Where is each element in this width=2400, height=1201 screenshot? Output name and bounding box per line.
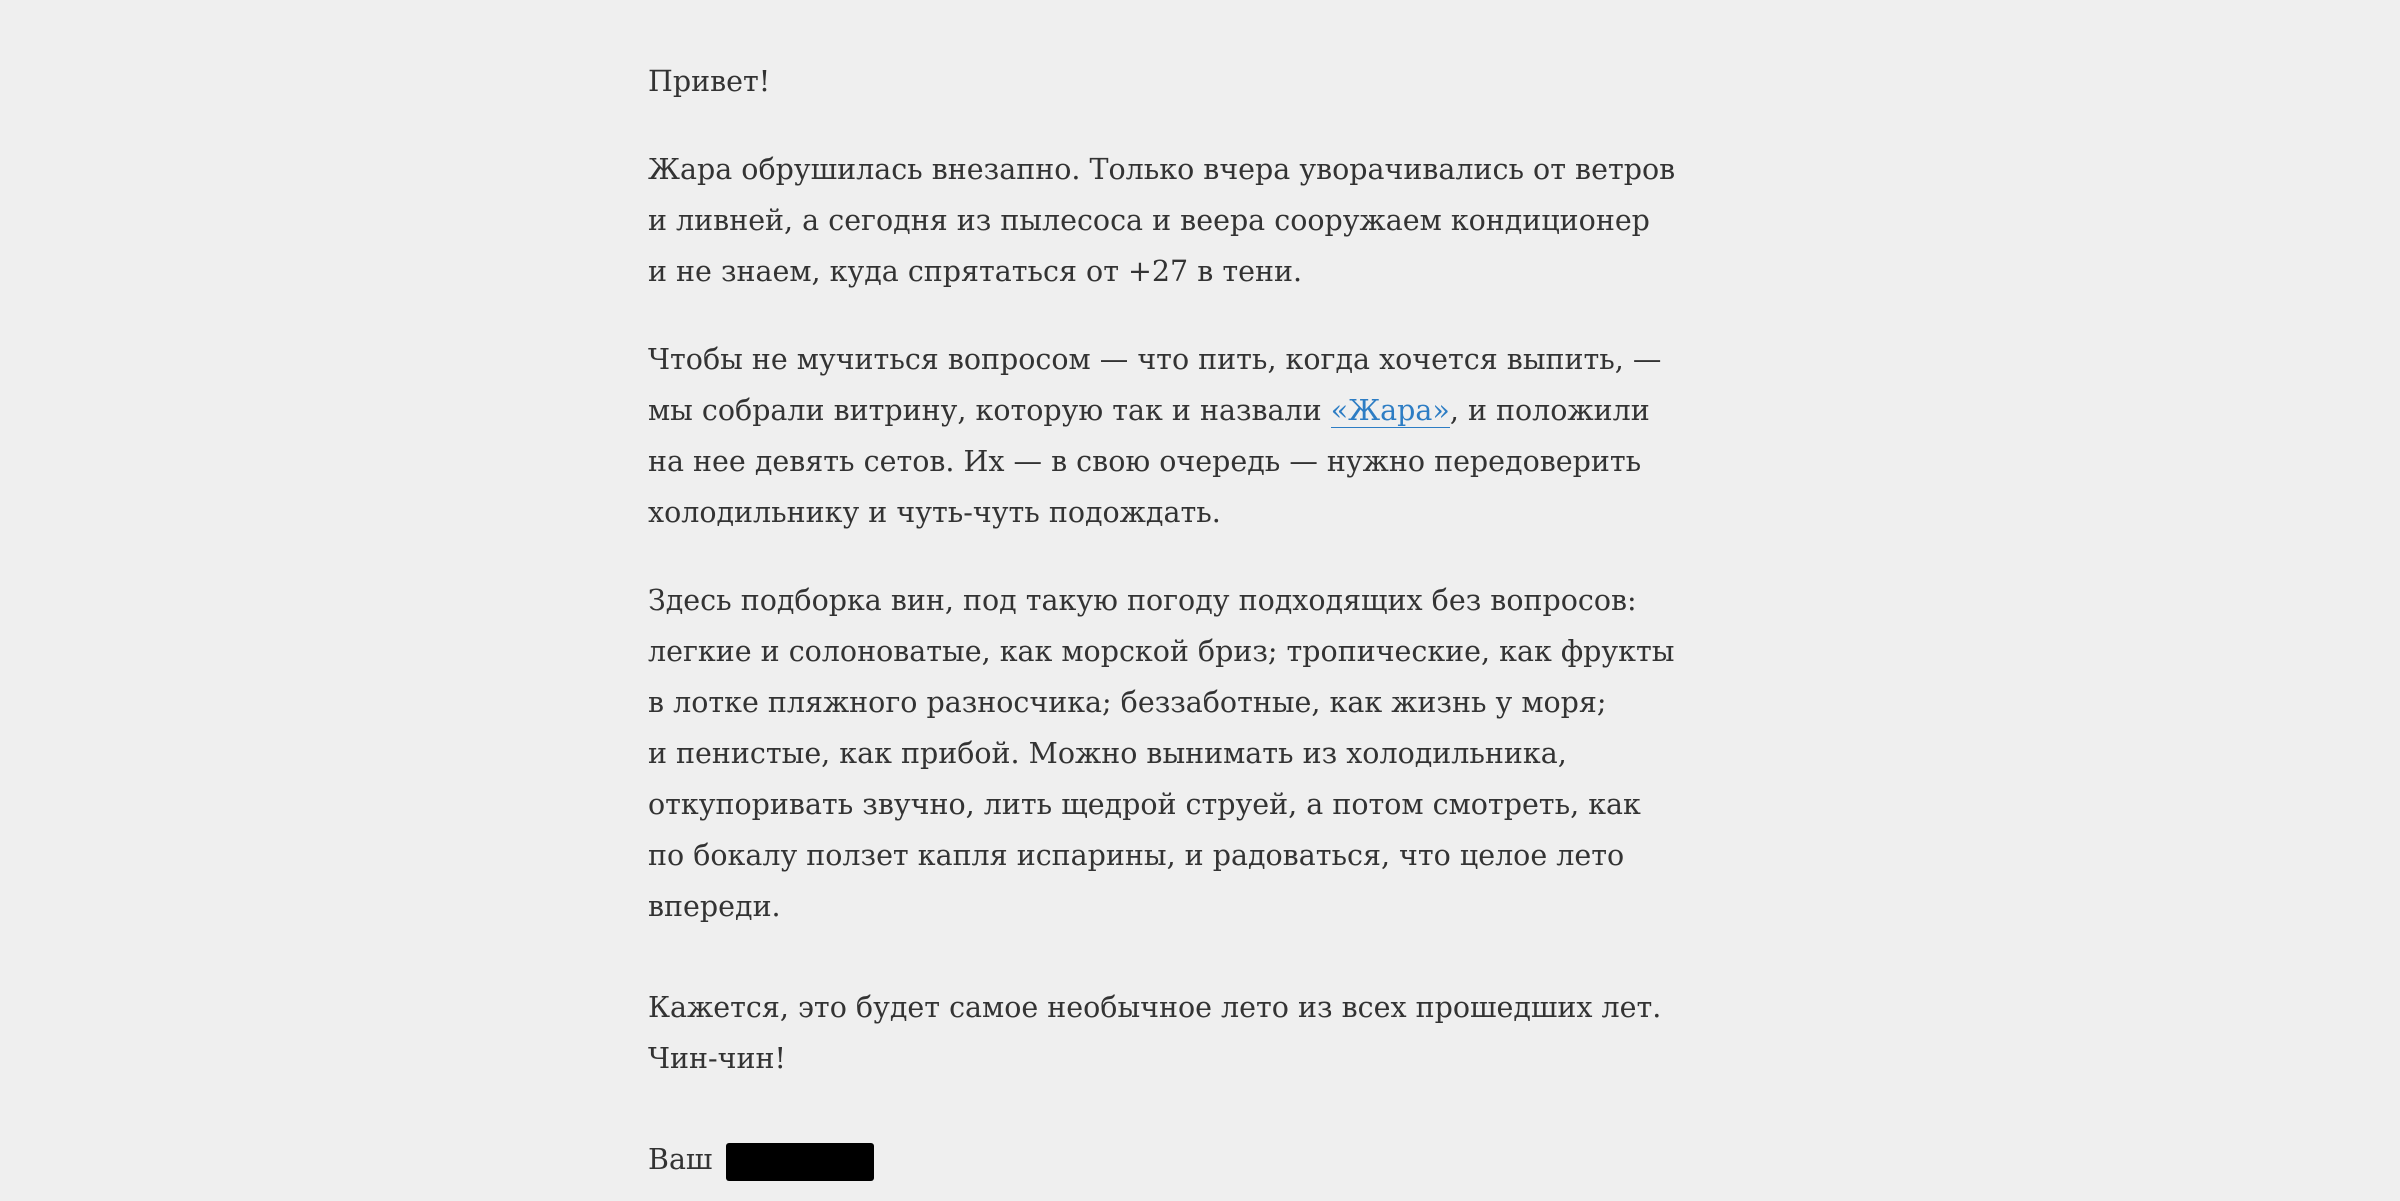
paragraph-line: Здесь подборка вин, под такую погоду подходящих без вопросов:	[648, 584, 1637, 617]
paragraph-line: холодильнику и чуть-чуть подождать.	[648, 496, 1221, 529]
paragraph-line: , и положили	[1449, 394, 1650, 427]
closing-paragraph	[648, 982, 1662, 1084]
paragraph-line: мы собрали витрину, которую так и назвали	[648, 394, 1331, 427]
paragraph-line: и пенистые, как прибой. Можно вынимать из холодильника,	[648, 737, 1567, 770]
paragraph-line: Чтобы не мучиться вопросом — что пить, когда хочется выпить, —	[648, 343, 1662, 376]
paragraph-line: впереди.	[648, 890, 781, 923]
paragraph-line: легкие и солоноватые, как морской бриз; тропические, как фрукты	[648, 635, 1675, 668]
paragraph-wines	[648, 575, 1675, 932]
paragraph-line: и ливней, а сегодня из пылесоса и веера сооружаем кондиционер	[648, 204, 1650, 237]
paragraph-line: Кажется, это будет самое необычное лето из всех прошедших лет.	[648, 991, 1662, 1024]
letter-body	[648, 56, 1676, 1185]
paragraph-line: и не знаем, куда спрятаться от +27 в тени.	[648, 255, 1303, 288]
paragraph-heat	[648, 144, 1676, 297]
redacted-signature-block	[726, 1143, 874, 1181]
zhara-showcase-link[interactable]: «Жара»	[1330, 394, 1450, 427]
paragraph-line: откупоривать звучно, лить щедрой струей, а потом смотреть, как	[648, 788, 1641, 821]
paragraph-line: по бокалу ползет капля испарины, и радоваться, что целое лето	[648, 839, 1625, 872]
paragraph-showcase	[648, 334, 1662, 538]
paragraph-line: в лотке пляжного разносчика; беззаботные, как жизнь у моря;	[648, 686, 1607, 719]
paragraph-line: Чин-чин!	[648, 1042, 786, 1075]
paragraph-line: на нее девять сетов. Их — в свою очередь — нужно передоверить	[648, 445, 1642, 478]
greeting: Привет!	[648, 65, 771, 98]
signature-prefix: Ваш	[648, 1143, 713, 1176]
paragraph-line: Жара обрушилась внезапно. Только вчера уворачивались от ветров	[648, 153, 1676, 186]
signature	[648, 1134, 1648, 1185]
